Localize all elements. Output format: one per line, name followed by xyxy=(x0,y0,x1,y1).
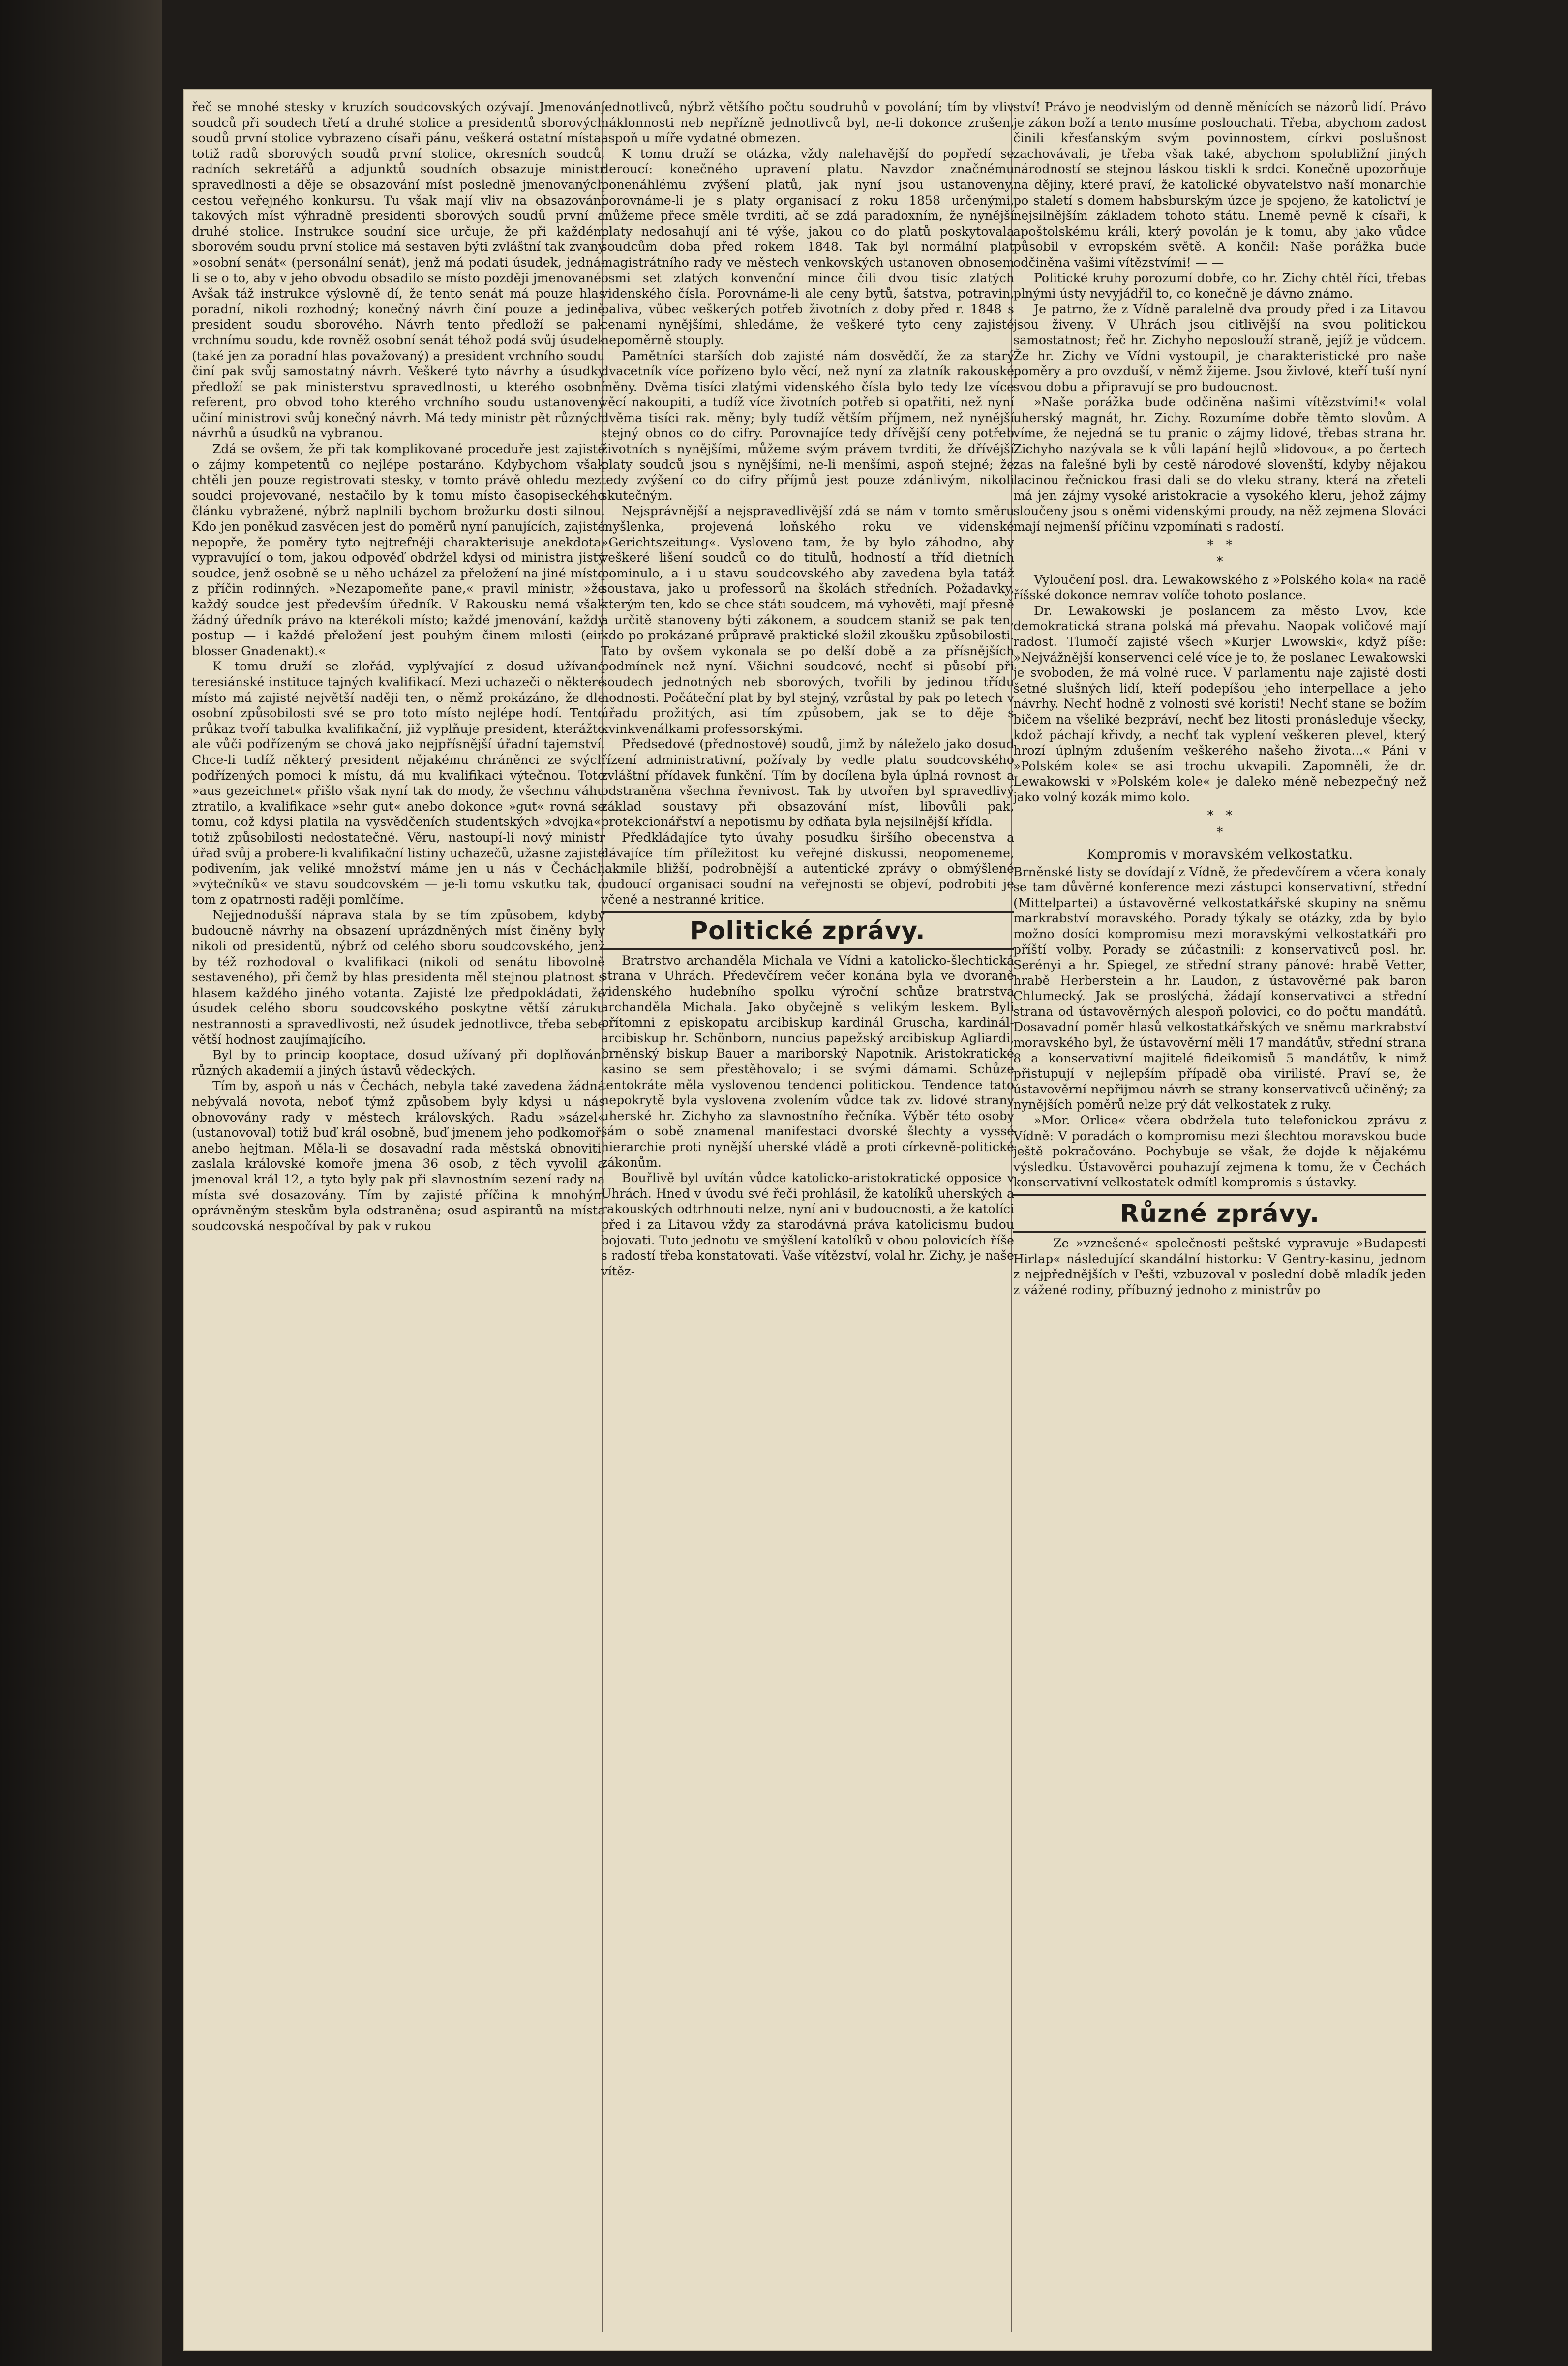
col3-paragraph: — Ze »vznešené« společnosti peštské vypravuje »Budapesti Hirlap« následující skandální historku: V Gentry-kasinu, jednom z nejpřednějších v Pešti, vzbuzoval v poslední době mladík jeden z vážené rodiny, příbuzný jednoho z ministrův po xyxy=(1013,1236,1426,1297)
col1-paragraph: K tomu druží se zlořád, vyplývající z dosud užívané teresiánské instituce tajných kvalifikací. Mezi uchazeči o některé místo má zajisté největší naději ten, o němž prokázáno, že dle osobní způsobilosti své se pro toto místo nejlépe hodí. Tento průkaz tvoří tabulka kvalifikační, již vyplňuje president, kterážto ale vůči podřízeným se chová jako nejpřísnější úřadní tajemství. Chce-li tudíž některý president nějakému chráněnci ze svých podřízených pomoci k místu, dá mu kvalifikaci výtečnou. Toto »aus gezeichnet« přišlo však nyní tak do mody, že všechnu váhu ztratilo, a kvalifikace »sehr gut« anebo dokonce »gut« rovná se tomu, což kdysi platila na vysvědčeních studentských »dvojka«, totiž způsobilosti nedostatečné. Věru, nastoupí-li nový ministr úřad svůj a probere-li kvalifikační listiny uchazečů, užasne zajisté podivením, jak veliké množství máme jen u nás v Čechách »výtečníků« ve stavu soudcovském — je-li tomu vskutku tak, o tom z opatrnosti raději pomlčíme. xyxy=(192,659,605,907)
article-heading-kompromis: Kompromis v moravském velkostatku. xyxy=(1086,846,1353,862)
col1-paragraph: Zdá se ovšem, že při tak komplikované proceduře jest zajisté o zájmy kompetentů co nejlépe postaráno. Kdybychom však chtěli jen pouze registrovati stesky, v tomto právě ohledu mezi soudci projevované, nestačilo by k tomu místo časopiseckého článku vybražené, nýbrž naplnili bychom brožurku dosti silnou. Kdo jen poněkud zasvěcen jest do poměrů nyní panujících, zajisté nepopře, že poměry tyto nejtrefněji charakterisuje anekdota, vypravující o tom, jakou odpověď obdržel kdysi od ministra jistý soudce, jenž osobně se u něho ucházel za přeložení na jiné místo z příčin rodinných. »Nezapomeňte pane,« pravil ministr, »že každý soudce jest především úředník. V Rakousku nemá však žádný úředník právo na kterékoli místo; každé jmenování, každý postup — i každé přeložení jest pouhým činem milosti (ein blosser Gnadenakt).« xyxy=(192,442,605,658)
col1-paragraph: Byl by to princip kooptace, dosud užívaný při doplňování různých akademií a jiných ústavů vědeckých. xyxy=(192,1048,605,1078)
newspaper-page xyxy=(183,89,1432,2351)
col2-paragraph: Bratrstvo archanděla Michala ve Vídni a katolicko-šlechtická strana v Uhrách. Předevčírem večer konána byla ve dvoraně videnského hudebního spolku výroční schůze bratrstva archanděla Michala. Jako obyčejně s velikým leskem. Byli přítomni z episkopatu arcibiskup kardinál Gruscha, kardinál-arcibiskup hr. Schönborn, nuncius papežský arcibiskup Agliardi, brněnský biskup Bauer a mariborský Napotnik. Aristokratické kasino se sem přestěhovalo; i se svými dámami. Schůze tentokráte měla vyslovenou tendenci politickou. Tendence tato nepokrytě byla vyslovena zvolením vůdce tak zv. lidové strany uherské hr. Zichyho za slavnostního řečníka. Výběr této osoby sám o sobě znamenal manifestaci dvorské šlechty a vyssé hierarchie proti nynější uherské vládě a proti církevně-politické zákonům. xyxy=(601,953,1014,1170)
column-1 xyxy=(192,99,605,2333)
col3-paragraph: ství! Právo je neodvislým od denně měnících se názorů lidí. Právo je zákon boží a tento musíme poslouchati. Třeba, abychom zadost činili křesťanským svým povinnostem, církvi poslušnost zachovávali, je třeba však také, abychom spolubližní jiných národností se stejnou láskou tiskli k srdci. Konečně upozorňuje na dějiny, které praví, že katolické obyvatelstvo naší monarchie po staletí s domem habsburským úzce je spojeno, že katolictví je nejsilnějším základem tohoto státu. Lnemě pevně k císaři, k apoštolskému králi, který povolán je k tomu, aby jako vůdce působil v evropském světě. A končil: Naše porážka bude odčiněna vašimi vítězstvími! — — xyxy=(1013,100,1426,270)
col2-paragraph: Nejsprávnější a nejspravedlivější zdá se nám v tomto směru myšlenka, projevená loňského roku ve videnské »Gerichtszeitung«. Vysloveno tam, že by bylo záhodno, aby veškeré lišení soudců co do titulů, hodností a tříd dietních pominulo, a i u stavu soudcovského aby zavedena byla tatáž soustava, jako u professorů na školách středních. Požadavky, kterým ten, kdo se chce státi soudcem, má vyhověti, mají přesně a určitě stanoveny býti zákonem, a soudcem staniž se pak ten, kdo po prokázané průpravě praktické složil zkoušku způsobilosti. Tato by ovšem vykonala se po delší době a za přísnějších podmínek než nyní. Všichni soudcové, nechť si působí při soudech jednotných neb sborových, tvořili by jedinou třídu hodnosti. Počáteční plat by byl stejný, vzrůstal by pak po letech v úřadu prožitých, asi tím způsobem, jak se to děje s kvinkvenálkami professorskými. xyxy=(601,504,1014,736)
col1-paragraph: Tím by, aspoň u nás v Čechách, nebyla také zavedena žádná nebývalá novota, neboť týmž způsobem byly kdysi u nás obnovovány rady v městech královských. Radu »sázel« (ustanovoval) totiž buď král osobně, buď jmenem jeho podkomoří anebo hejtman. Měla-li se dosavadní rada městská obnoviti, zaslala královské komoře jmena 36 osob, z těch vyvolil a jmenoval král 12, a tyto byly pak při slavnostním sezení rady na místa své dosazovány. Tím by zajisté příčina k mnohým oprávněným steskům byla odstraněna; osud aspirantů na místa soudcovská nespočíval by pak v rukou xyxy=(192,1079,605,1233)
col2-paragraph: K tomu druží se otázka, vždy nalehavější do popředí se deroucí: konečného upravení platu. Navzdor značnému ponenáhlému zvýšení platů, jak nyní jsou ustanoveny, porovnáme-li je s platy organisací z roku 1858 určenými, můžeme přece směle tvrditi, ač se zdá paradoxním, že nynější platy nedosahují ani té výše, jakou co do platů poskytovala soudcům doba před rokem 1848. Tak byl normální plat magistrátního rady ve městech venkovských ustanoven obnosem osmi set zlatých konvenční mince čili dvou tisíc zlatých videnského čísla. Porovnáme-li ale ceny bytů, šatstva, potravin, paliva, vůbec veškerých potřeb životních z doby před r. 1848 s cenami nynějšími, shledáme, že veškeré tyto ceny zajisté nepoměrně stouply. xyxy=(601,146,1014,347)
column-2 xyxy=(601,99,1014,2333)
col3-paragraph: Je patrno, že z Vídně paralelně dva proudy před i za Litavou jsou živeny. V Uhrách jsou citlivější na svou politickou samostatnost; řeč hr. Zichyho neposlouží straně, jejíž je vůdcem. Že hr. Zichy ve Vídni vystoupil, je charakteristické pro naše poměry a pro ovzduší, v němž žijeme. Jsou živlové, kteří tuší nyní svou dobu a připravují se pro budoucnost. xyxy=(1013,302,1426,394)
col3-paragraph: Brněnské listy se dovídají z Vídně, že předevčírem a včera konaly se tam důvěrné konference mezi zástupci konservativní, střední (Mittelpartei) a ústavověrné velkostatkářské skupiny na sněmu markrabství moravského. Porady týkaly se otázky, zda by bylo možno dosíci kompromisu mezi moravskými velkostatkáři pro příští volby. Porady se zúčastnili: z konservativců posl. hr. Serényi a hr. Spiegel, ze střední strany pánové: hrabě Vetter, hrabě Herberstein a hr. Laudon, z ústavověrné pak baron Chlumecký. Jak se proslýchá, žádají konservativci a střední strana od ústavověrných alespoň polovici, co do počtu mandátů. Dosavadní poměr hlasů velkostatkářských ve sněmu markrabství moravského byl, že ústavověrní měli 17 mandátův, střední strana 8 a konservativní majitelé fideikomisů 5 mandátův, k nimž přistupují v nejlepším případě oba virilisté. Praví se, že ústavověrní nepřijmou návrh se strany konservativců učiněný; za nynějších poměrů nelze prý dát velkostatek z ruky. xyxy=(1013,864,1426,1112)
col2-paragraph: Předsedové (přednostové) soudů, jimž by náleželo jako dosud řízení administrativní, požívaly by vedle platu soudcovského zvláštní přídavek funkční. Tím by docílena byla úplná rovnost a odstraněna všechna řevnivost. Tak by utvořen byl spravedlivý základ soustavy při obsazování míst, libovůli pak, protekcionářství a nepotismu by odňata byla nejsilnější křídla. xyxy=(601,737,1014,829)
col2-paragraph: jednotlivců, nýbrž většího počtu soudruhů v povolání; tím by vliv náklonnosti neb nepřízně jednotlivců byl, ne-li dokonce zrušen, aspoň u míře vydatné obmezen. xyxy=(601,100,1014,146)
column-3 xyxy=(1013,99,1426,2333)
col1-paragraph: Nejjednodušší náprava stala by se tím způsobem, kdyby budoucně návrhy na obsazení uprázdněných míst činěny byly nikoli od presidentů, nýbrž od celého sboru soudcovského, jenž by též rozhodoval o kvalifikaci (nikoli od senátu libovolně sestaveného), při čemž by hlas presidenta měl stejnou platnost s hlasem každého jiného votanta. Zajisté lze předpokládati, že úsudek celého sboru soudcovského poskytne větší záruku nestrannosti a spravedlivosti, než úsudek jednotlivce, třeba sebe větší hodnost zaujímajícího. xyxy=(192,908,605,1047)
col3-paragraph: Dr. Lewakowski je poslancem za město Lvov, kde demokratická strana polská má převahu. Naopak voličové mají radost. Tlumočí zajisté všech »Kurjer Lwowski«, když píše: »Nejvážnější konservenci celé více je to, že poslanec Lewakowski je svoboden, že má volné ruce. V parlamentu naje zajisté dosti šetné slušných lidí, kteří podepíšou jeho interpellace a jeho návrhy. Nechť hodně z volnosti své koristi! Nechť stane se božím bičem na všeliké bezpráví, nechť bez litosti pronásleduje všecky, kdož páchají křivdy, a nechť tak vyplení veškeren plevel, který hrozí úplným zdušením veškerého našeho života...« Páni v »Polském kole« se asi trochu ukvapili. Zapomněli, že dr. Lewakowski v »Polském kole« je daleko méně nebezpečný než jako volný kozák mimo kolo. xyxy=(1013,603,1426,804)
col3-paragraph: »Mor. Orlice« včera obdržela tuto telefonickou zprávu z Vídně: V poradách o kompromisu mezi šlechtou moravskou bude ještě pokračováno. Pochybuje se však, že dojde k nějakému výsledku. Ústavověrci pouhazují zejmena k tomu, že v Čechách konservativní velkostatek odmítl kompromis s ústavky. xyxy=(1013,1113,1426,1190)
col3-paragraph: Politické kruhy porozumí dobře, co hr. Zichy chtěl říci, třebas plnými ústy nevyjádřil to, co konečně je dávno známo. xyxy=(1013,271,1426,301)
col2-paragraph: Pamětníci starších dob zajisté nám dosvědčí, že za starý dvacetník více pořízeno bylo věcí, než nyní za zlatník rakouské měny. Dvěma tisíci zlatými videnského čísla bylo tedy lze více věcí nakoupiti, a tudíž více životních potřeb si opatřiti, než nyní dvěma tisíci rak. měny; byly tudíž větším příjmem, než nynější stejný obnos co do cifry. Porovnajíce tedy dřívější ceny potřeb životních s nynějšími, můžeme svým právem tvrditi, že dřívější platy soudců jsou s nynějšími, ne-li menšími, aspoň stejné; že tedy zvýšení co do cifry příjmů jest pouze zdánlivým, nikoli skutečným. xyxy=(601,348,1014,503)
article-heading-lewakowski: Vyloučení posl. dra. Lewakowského z »Polského kola« na radě říšské dokonce nemrav volíče tohoto poslance. xyxy=(1013,572,1426,603)
col2-paragraph: Bouřlivě byl uvítán vůdce katolicko-aristokratické opposice v Uhrách. Hned v úvodu své řeči prohlásil, že katolíků uherských a rakouských odtrhnouti nelze, nyní ani v budoucnosti, a že katolíci před i za Litavou vždy za starodávná práva katolicismu budou bojovati. Tuto jednotu ve smýšlení katolíků v obou polovicích říše s radostí třeba konstatovati. Vaše vítězství, volal hr. Zichy, je naše vítěz- xyxy=(601,1171,1014,1278)
section-divider-stars: * * * xyxy=(1207,808,1233,840)
col1-paragraph: řeč se mnohé stesky v kruzích soudcovských ozývají. Jmenování soudců při soudech třetí a druhé stolice a presidentů sborových soudů první stolice vybrazeno císaři pánu, veškerá ostatní místa, totiž radů sborových soudů první stolice, okresních soudců, radních sekretářů a adjunktů soudních obsazuje ministr spravedlnosti a děje se obsazování míst posledně jmenovaných cestou veřejného konkursu. Tu však mají vliv na obsazování takových míst výhradně presidenti sborových soudů první a druhé stolice. Instrukce soudní sice určuje, že při každém sborovém soudu první stolice má sestaven býti zvláštní tak zvaný »osobní senát« (personální senát), jenž má podati úsudek, jedná-li se o to, aby v jeho obvodu obsadilo se místo později jmenované. Avšak táž instrukce výslovně dí, že tento senát má pouze hlas poradní, nikoli rozhodný; konečný návrh činí pouze a jedině president soudu sborového. Návrh tento předloží se pak vrchnímu soudu, kde rovněž osobní senát téhož podá svůj úsudek (také jen za poradní hlas považovaný) a president vrchního soudu činí pak svůj samostatný návrh. Veškeré tyto návrhy a úsudky předloží se pak ministerstvu spravedlnosti, u kterého osobní referent, pro obvod toho kterého vrchního soudu ustanovený učiní ministrovi svůj konečný návrh. Má tedy ministr pět různých návrhů a úsudků na vybranou. xyxy=(192,100,605,441)
dark-binding-edge xyxy=(0,0,162,2366)
col3-paragraph: »Naše porážka bude odčiněna našimi vítězstvími!« volal uherský magnát, hr. Zichy. Rozumíme dobře těmto slovům. A víme, že nejedná se tu pranic o zájmy lidové, třebas strana hr. Zichyho nazývala se k vůli lapání hejlů »lidovou«, a po čertech zas na falešné byli by cestě národové slovenští, kdyby nějakou lacinou řečnickou frasi dali se do vleku strany, která na zřeteli má jen zájmy vysoké aristokracie a vysokého kleru, jehož zájmy sloučeny jsou s oněmi videnskými proudy, na něž zejmena Slováci mají nejmenší příčinu vzpomínati s radostí. xyxy=(1013,395,1426,534)
section-heading-ruzne-zpravy: Různé zprávy. xyxy=(1013,1194,1426,1233)
section-heading-politicke-zpravy: Politické zprávy. xyxy=(601,911,1014,950)
section-divider-stars: * * * xyxy=(1207,537,1233,569)
col2-paragraph: Předkládajíce tyto úvahy posudku širšího obecenstva a dávajíce tím příležitost ku veřejné diskussi, neopomeneme, jakmile bližší, podrobnější a autentické zprávy o obmýšlené budoucí organisaci soudní na veřejnosti se objeví, podrobiti je včeně a nestranné kritice. xyxy=(601,830,1014,907)
